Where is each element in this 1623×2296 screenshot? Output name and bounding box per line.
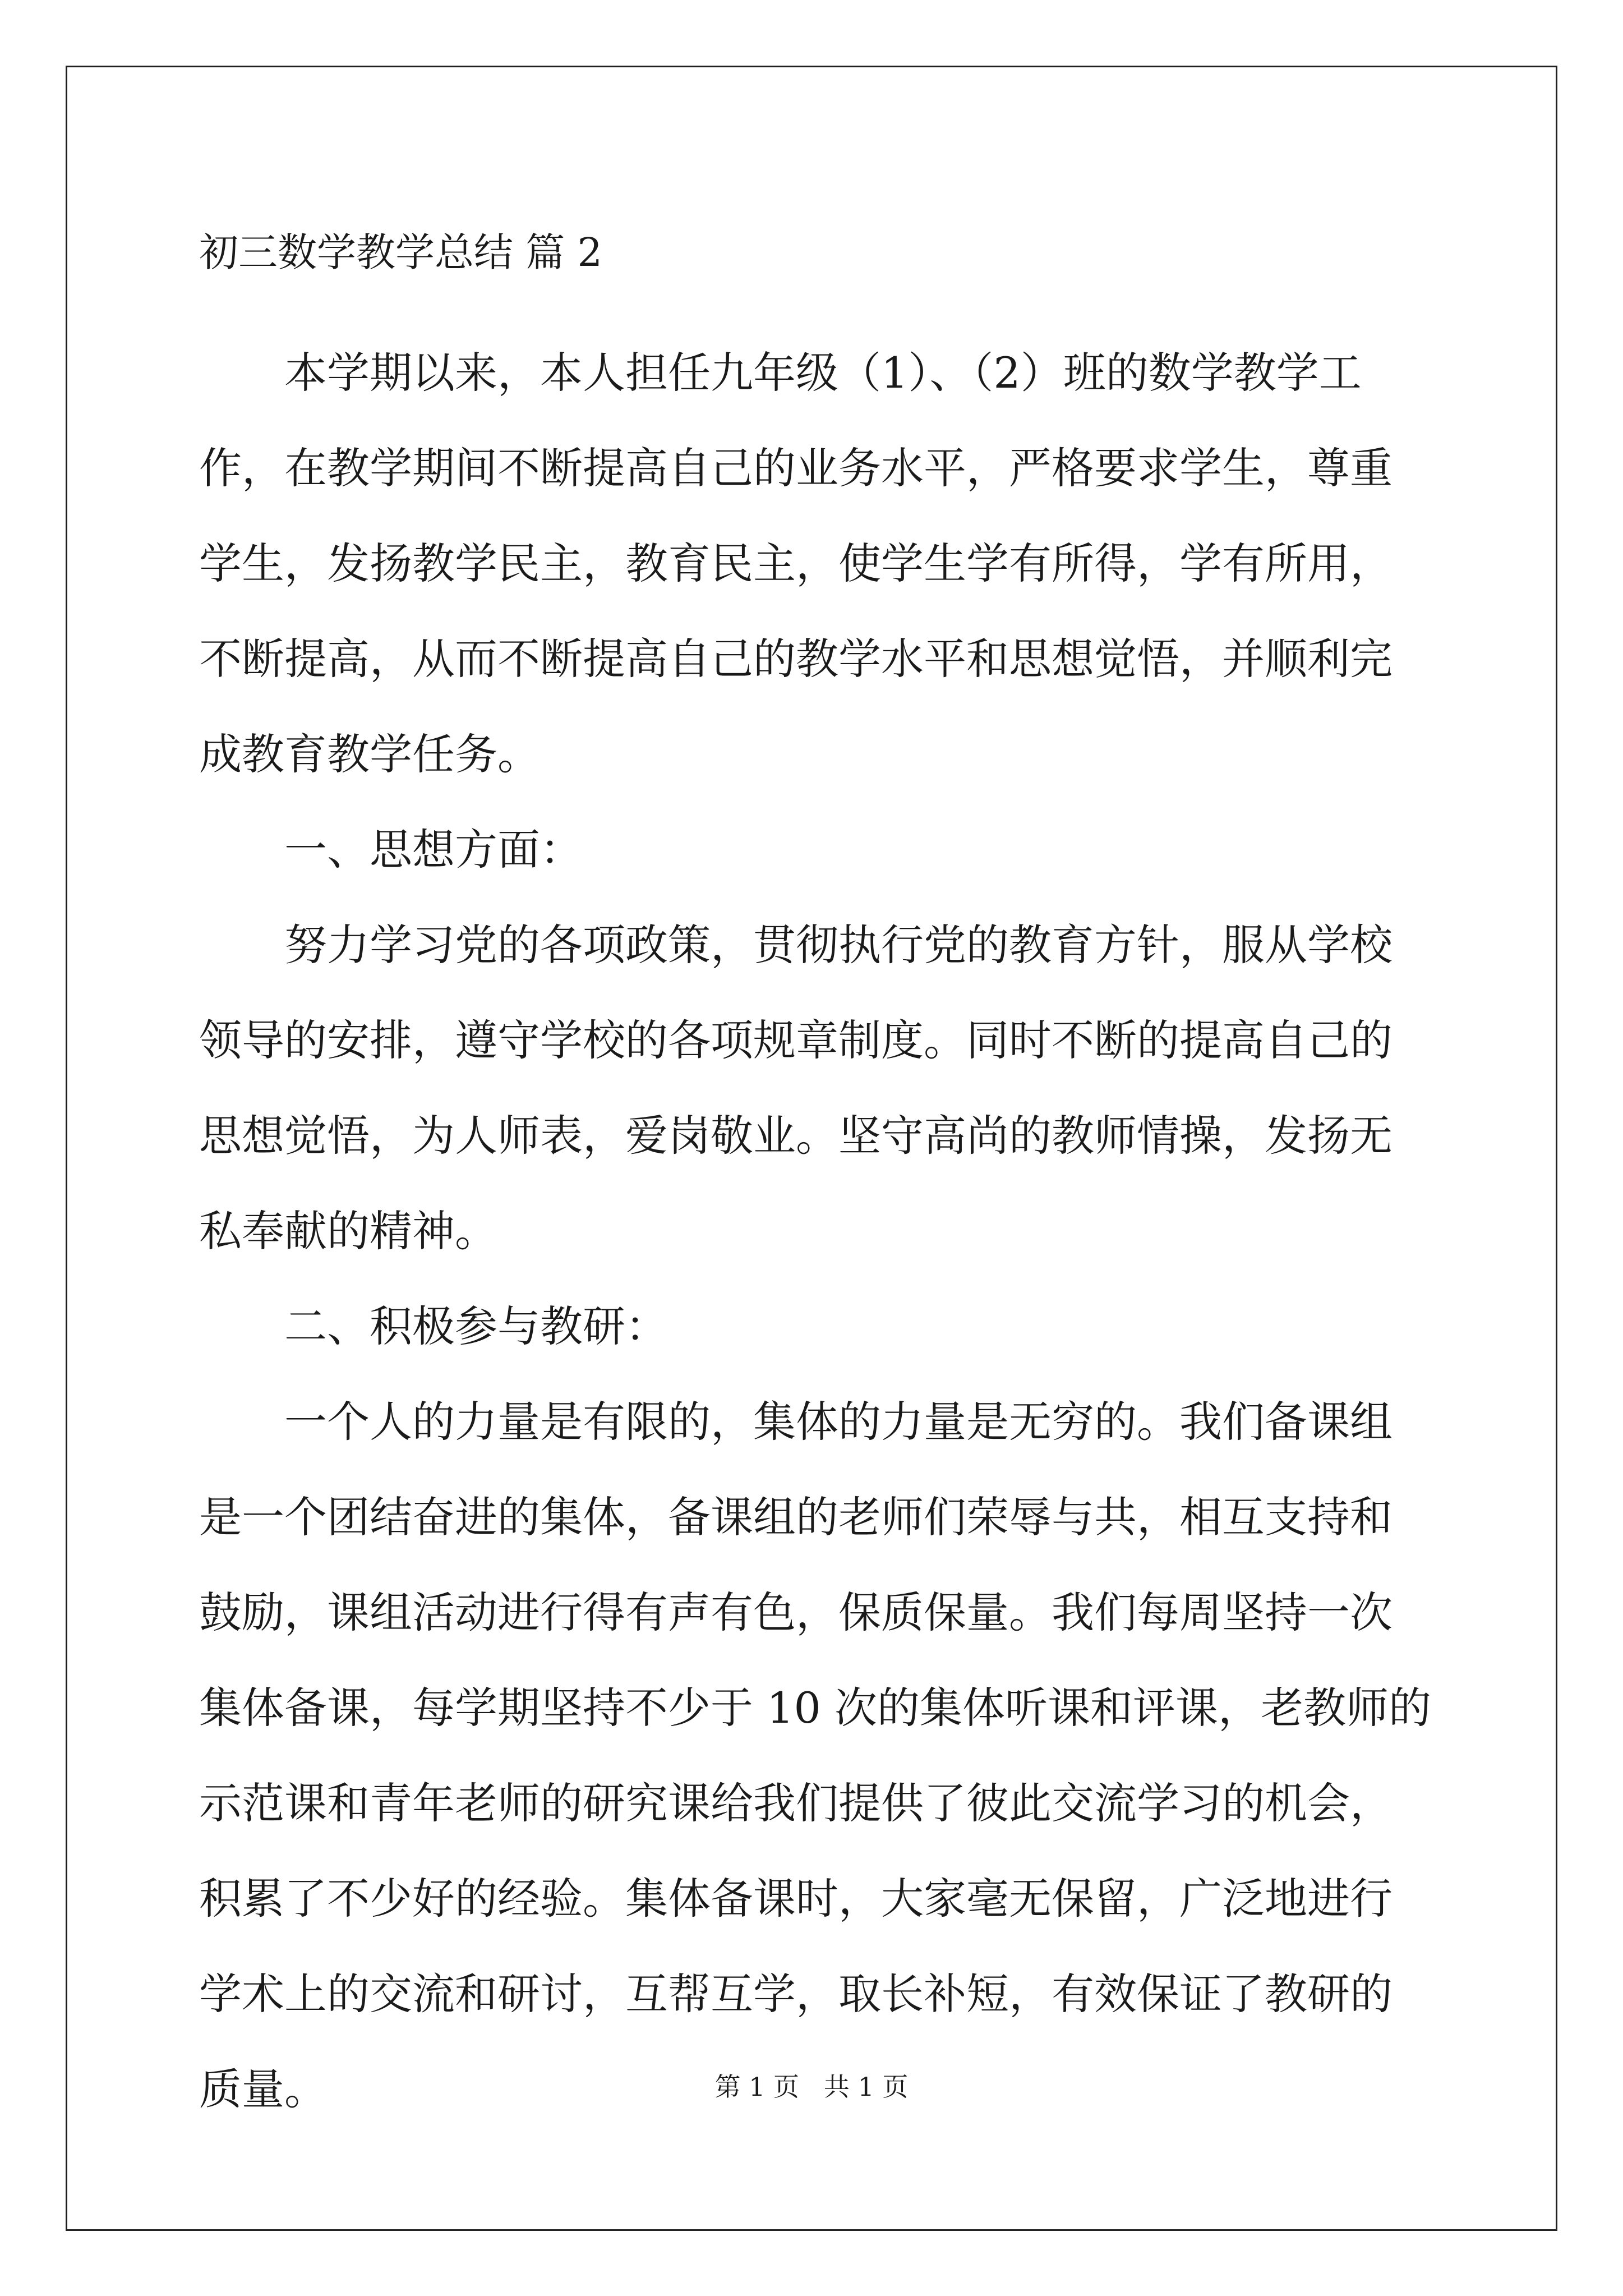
section-heading-thought: 一、思想方面： [284,825,583,875]
paragraph-research: 一个人的力量是有限的，集体的力量是无穷的。我们备课组是一个团结奋进的集体，备课组的老师们荣辱与共，相互支持和鼓励，课组活动进行得有声有色，保质保量。我们每周坚持一次集体备课，每学期坚持不少于 10 次的集体听课和评课，老教师的示范课和青年老师的研究课给我们提供了彼此交流学习的机会，积累了不少好的经验。集体备课时，大家毫无保留，广泛地进行学术上的交流和研讨，互帮互学，取长补短，有效保证了教研的质量。 [199,1397,1432,2114]
paragraph-thought: 努力学习党的各项政策，贯彻执行党的教育方针，服从学校领导的安排，遵守学校的各项规章制度。同时不断的提高自己的思想觉悟，为人师表，爱岗敬业。坚守高尚的教师情操，发扬无私奉献的精神。 [199,920,1393,1256]
paragraph-intro: 本学期以来，本人担任九年级（1）、（2）班的数学教学工作，在教学期间不断提高自己的业务水平，严格要求学生，尊重学生，发扬教学民主，教育民主，使学生学有所得，学有所用，不断提高，从而不断提高自己的教学水平和思想觉悟，并顺利完成教育教学任务。 [199,348,1393,779]
page-footer: 第 1 页 共 1 页 [714,2072,909,2102]
document-body [199,325,1433,2137]
document-title: 初三数学教学总结 篇 2 [199,229,603,275]
section-heading-research: 二、积极参与教研： [284,1301,668,1351]
